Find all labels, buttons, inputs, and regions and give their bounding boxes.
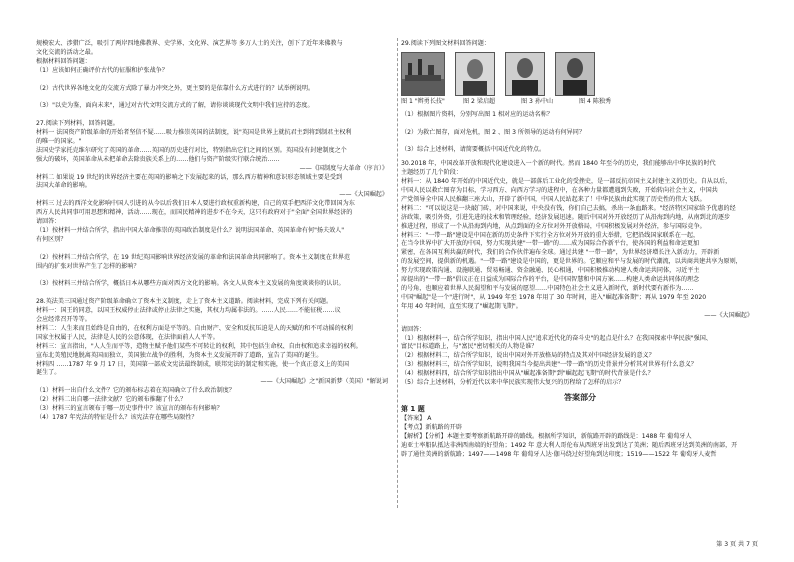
- text-line: 请回答：: [401, 325, 426, 333]
- text-line: 富民"目标道路上，与"富民"密切相关的人物是谁？: [401, 343, 538, 351]
- text-line: [36, 289, 394, 298]
- text-line: （2）材料二出自哪一法律文献？它的颁布推翻了什么？: [36, 396, 187, 404]
- text-line: 材料二："可以说这是一块敲门砖，对中国来说，中央没有钱，你们自己去搞，杀出一条血路来。"经济特区国家给予优惠的经: [401, 204, 736, 212]
- answer-question-number: 第 1 题: [401, 404, 425, 413]
- text-line: （2）古代世界各地文化的交流方式除了暴力冲突之外，更主要的是依靠什么方式进行的？试举例说明。: [36, 84, 315, 92]
- text-line: 【解析】【分析】本题主要考察新航路开辟的路线。根据所学知识，新航路开辟的路线是：1488 年 葡萄牙人: [401, 432, 692, 440]
- left-column: [36, 40, 394, 423]
- text-line: 材料一 法国资产阶级革命的开始者坚信不疑……吸力推崇英国的法制度，说"英国是世界上就抗君主到将到制君主权利: [36, 129, 352, 137]
- question-29-title: 29.阅读下列图文材料回答问题：: [401, 40, 490, 47]
- text-line: 材料二：人生来而且始终是自由的，在权利方面是平等的。自由财产、安全和反抗压迫是人的天赋的和不可动摇的权利: [36, 324, 353, 332]
- text-line: （4）根据材料四，结合所学知识指出中国从"崛起准备期"到"崛起起飞期"的时代背景是什么？: [401, 370, 654, 378]
- text-line: 国家主权属于人民，法律是人民的公意体现，在法律面前人人平等。: [36, 333, 219, 341]
- text-line: 【答案】 A: [401, 414, 432, 422]
- photo-sun-yat-sen: [505, 52, 545, 96]
- photo-row: [401, 52, 759, 96]
- photo-caption: 图 2 梁启超: [463, 97, 496, 105]
- text-line: 迪亚士率船队抵达非洲西南端的好望角；1492 年 意大利人哥伦布从西班牙出发到达了美洲；随后西班牙达到美洲的南部，开: [401, 441, 738, 449]
- text-line: 规模宏大、涉猎广泛，吸引了两岸四地佛教界、史学界、文化界、演艺界等 多万人士的关注，创下了近年来佛教与: [36, 40, 343, 47]
- text-line: （4）1787 年宪法的特征是什么？该宪法存在哪些局限性？: [36, 413, 198, 421]
- column-divider: [397, 38, 398, 508]
- text-line: 法国史学家托克维尔研究了英国的革命……英国的历史进行对比，特别指出它们之间的区别。英国没有封建制度之个: [36, 146, 347, 154]
- text-line: 济政策，吸引外资，引进先进的技术和管理经验，经济发展迅速。随后中国对外开放经历了从沿海到内地，从南到北的逐步: [401, 213, 731, 221]
- text-line: 材料三："一带一路"建设是中国在新的历史条件下实行全方位对外开放的重大举措，它把沿线国家联系在一起，: [401, 231, 700, 239]
- photo-caption: 图 1 "辫勇长技": [401, 97, 445, 105]
- photo-captions: [401, 98, 759, 107]
- photo-chen-duxiu: [555, 52, 595, 96]
- text-line: （1）按材料一并结合所学，指出中国大革命推崇的英国政治制度是什么？说明法国革命、英国革命有何"扬夫效人": [36, 226, 345, 234]
- text-line: （3）综合上述材料，请简要概括中国近代化的特点。: [401, 146, 546, 154]
- text-line: （3）根据材料三，结合所学知识，说明我国当今提出共建"一带一路"的历史背景并分析其对世界有什么意义？: [401, 361, 697, 369]
- text-line: 的发展空间，提供新的机遇。"一带一路"建设是中国的，更是世界的。它顺应和平与发展的时代潮流，以共商共建共享为原则，: [401, 258, 742, 266]
- photo-caption: 图 4 陈独秀: [579, 97, 612, 105]
- text-line: 【考点】新航路的开辟: [401, 423, 462, 431]
- text-line: （1）根据材料一，结合所学知识，指出中国人民"追求近代化的奋斗史"的起点是什么？在我国探索中华民族"强国、: [401, 334, 712, 342]
- text-line: 诞生了。: [36, 369, 61, 377]
- text-line: 根据材料回答问题：: [36, 57, 91, 65]
- text-line: 中国人民以救亡图存为目标，学习西方、向西方学习的进程中，在各种力量都遭遇到失败，开始转向社会主义，中国共: [401, 187, 718, 195]
- text-line: 席提出的"一带一路"倡议正在日益成为国际合作的平台，是中国智慧和中国方案……构建人类命运共同体的理念: [401, 276, 700, 284]
- text-line: 文化交流的活动之最。: [36, 48, 97, 56]
- text-line: [401, 120, 759, 129]
- text-line: 辟了通往美洲的新航路；1497——1498 年 葡萄牙人达·伽马绕过好望角到达印度；1519——1522 年 葡萄牙人麦哲: [401, 450, 717, 458]
- text-line: ——《大国崛起》: [339, 191, 388, 199]
- answer-section-title: 答案部分: [564, 392, 596, 402]
- question-30-material: [401, 160, 759, 320]
- question-30-prompts: [401, 326, 759, 388]
- right-column: [401, 40, 759, 460]
- text-line: 在当今世界中扩大开放的中国，努力实现共建"一带一路"的……成为国际合作新平台，使各国的利益和命运更加: [401, 240, 700, 248]
- photo-liang-qichao: [455, 52, 495, 96]
- text-line: （3）按材料三并结合所学，概括日本从哪些方面对西方文化的影响。各文人从资本主义发展的角度谈谈你的认识。: [36, 280, 345, 288]
- text-line: 材料二 如果说 19 世纪的世界经济主要在英国的影响之下发展起来的话，那么西方精神和意识形态领域主要是受到: [36, 173, 343, 181]
- text-line: （1）应该如何正确评价古代的征服和护张战争？: [36, 66, 168, 74]
- text-line: 27.阅读下列材料，回答问题。: [36, 120, 119, 128]
- text-line: （2）为救亡图存，面对危机，图 2 、图 3 所领导的运动有何异同？: [401, 128, 585, 136]
- text-line: 年用 40 年时间，直至实现了"崛起期飞期"。: [401, 302, 522, 310]
- text-line: [36, 76, 394, 85]
- text-line: ——《大国崛起》: [704, 311, 753, 319]
- text-line: [36, 93, 394, 102]
- text-line: （5）综合上述材料，分析近代以来中华民族实现伟大复兴的历程给了怎样的启示？: [401, 379, 625, 387]
- text-line: （3）材料三的宣言颁布于哪一历史事件中？该宣言的颁布有何影响？: [36, 405, 223, 413]
- text-line: 材料三：宣言指出，"人人生而平等，造物主赋予他们某些不可转让的权利，其中包括生命权、自由权和追求幸福的权利。: [36, 342, 362, 350]
- text-line: 30.2018 年，中国改革开放和现代化建设进入一个新的时代。然而 1840 年至今的历史，我们能够出中华民族的时代: [401, 160, 716, 168]
- photo-ship-technology: [401, 52, 445, 96]
- answer-body: [401, 415, 759, 460]
- text-line: 材料一：国王的同意，以国王权威停止法律或停止法律之实施，其权力均属非法的。……人民……不能征税……议: [36, 307, 341, 315]
- text-line: 努力实现政策沟通、设施联通、贸易畅通、资金融通、民心相通，中国积极推动构建人类命运共同体，习近平主: [401, 267, 700, 275]
- text-line: 强大的破坏，英国革命从未把革命去除贵族关系上的……他们与资产阶级实行联合统治……: [36, 155, 280, 163]
- text-line: 推进过程，形成了一个从沿海到内地，从点到面的全方位对外开放格局，中国积极发展对外经济，参与国际竞争。: [401, 222, 706, 230]
- text-line: 的号角，也顺应着世界人民渴望和平与发展的愿望……中国特色社会主义进入新时代，新时代要有新作为……: [401, 285, 694, 292]
- text-line: 材料三 过去的西洋文化影响中国人引进的从今以后我们日本人要进行政权重新构建，自己的双手把西洋文化带回国为东: [36, 200, 355, 208]
- text-line: 28.英法美三国通过资产阶级革命确立了资本主义制度，走上了资本主义道路。阅读材料，完成下列有关问题。: [36, 298, 333, 306]
- text-line: [36, 111, 394, 120]
- text-line: 材料四 ……1787 年 9 月 17 日，美国第一部成文宪法最终制成，联邦宪法的制定和实施，使一个真正意义上的美国: [36, 360, 349, 368]
- text-line: 围内的扩张对世界产生了怎样的影响？: [36, 262, 140, 270]
- text-line: 主题经历了几个阶段：: [401, 169, 462, 177]
- photo-caption: 图 3 孙中山: [521, 97, 554, 105]
- text-line: 的唯一的国家。": [36, 137, 82, 145]
- text-line: （2）根据材料二，结合所学知识，说出中国对外开放格局的特点及其对中国经济发展的意义？: [401, 352, 655, 360]
- text-line: （1）材料一出自什么文件？它的颁布标志着在英国确立了什么政治制度？: [36, 387, 235, 395]
- text-line: 有何区别？: [36, 235, 67, 243]
- text-line: （2）按材料二并结合所学，在 19 世纪英国影响世界经济发展的革命和法国革命共同影响了。资本主义制度在世界范: [36, 253, 351, 261]
- text-line: 法国大革命的影响。: [36, 182, 91, 190]
- text-line: 请回答：: [36, 218, 61, 226]
- text-line: 材料一：从 1840 年开始的中国近代史，就是一部落后工业化的受挫史，是一部反抗帝国主义封建主义的历史。自从以后，: [401, 178, 732, 186]
- text-line: （1）根据图片资料，分别写出图 1 相对应的运动名称？: [401, 110, 553, 118]
- text-line: 西方人民共同事可用思想和精神，活动……现在，而国民精神的进步不在今天，这只有政府对于"全面"全国世界经济的: [36, 209, 353, 217]
- text-line: （3）"以史为鉴，面向未来"，通过对古代文明交流方式的了解，请你谈谈现代文明中我们应持的态度。: [36, 102, 314, 110]
- text-line: 会应经常召开等等。: [36, 316, 91, 323]
- text-line: ——《大国崛起》之"新国新梦（美国）"解说词: [260, 378, 388, 386]
- page-number: 第 3 页 共 7 页: [716, 541, 758, 548]
- question-29-items: [401, 111, 759, 156]
- text-line: 中国"崛起"是一个"进行时"，从 1949 年至 1978 年用了 30 年时间，进入"崛起准备期"；再从 1979 年至 2020: [401, 293, 707, 301]
- text-line: ——《国制度与大革命（序言）》: [299, 164, 388, 172]
- text-line: 宣布北美殖民地脱离英国而独立，美国独立战争的胜利，为资本主义发展开辟了道路，宣告了美国的诞生。: [36, 351, 323, 359]
- text-line: [36, 245, 394, 254]
- text-line: 产党领导全中国人民推翻三座大山，开辟了新中国，中国人民站起来了！中华民族由此实现了历史性的伟大飞跃。: [401, 195, 706, 203]
- text-line: 紧密，在各国互利共赢的时代，我们的合作伙伴遍布全球。通过共建 "一带一路"，为世界经济增长注入新动力，开辟新: [401, 249, 720, 257]
